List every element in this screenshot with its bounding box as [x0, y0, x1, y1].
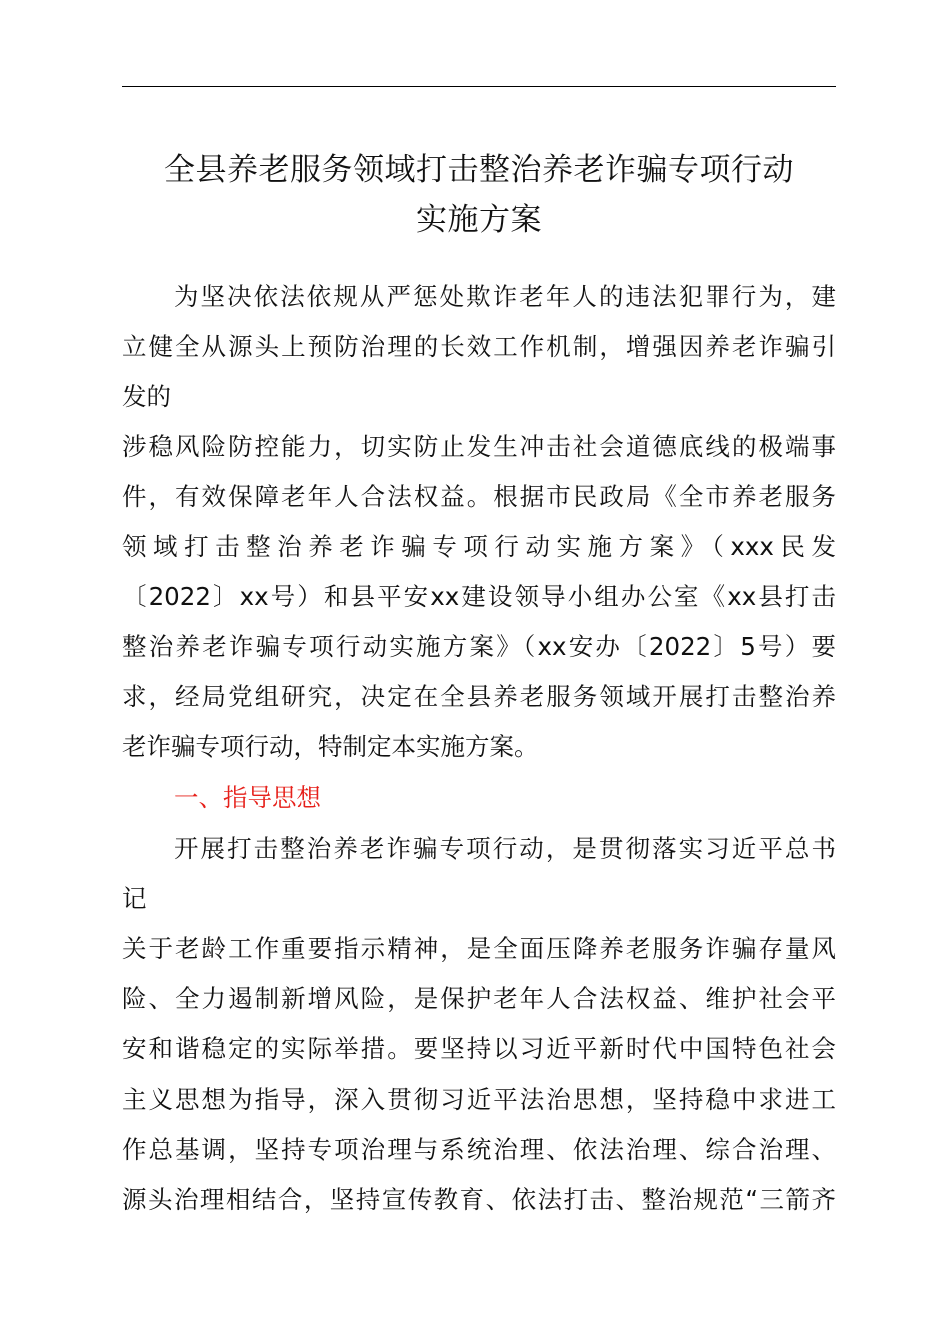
paragraph-line: 涉稳风险防控能力，切实防止发生冲击社会道德底线的极端事	[122, 432, 836, 461]
paragraph-line: 关于老龄工作重要指示精神，是全面压降养老服务诈骗存量风	[122, 934, 836, 963]
paragraph-line: 为坚决依法依规从严惩处欺诈老年人的违法犯罪行为，建	[174, 282, 836, 311]
header-rule	[122, 86, 836, 87]
section-heading: 一、指导思想	[174, 783, 321, 812]
document-title-line-2: 实施方案	[416, 202, 542, 238]
paragraph-line: 主义思想为指导，深入贯彻习近平法治思想，坚持稳中求进工	[122, 1085, 836, 1114]
paragraph-line: 记	[122, 884, 147, 913]
paragraph-line: 开展打击整治养老诈骗专项行动，是贯彻落实习近平总书	[174, 834, 836, 863]
paragraph-line: 件，有效保障老年人合法权益。根据市民政局《全市养老服务	[122, 482, 836, 511]
paragraph-line: 立健全从源头上预防治理的长效工作机制，增强因养老诈骗引	[122, 332, 836, 361]
paragraph-line: 整治养老诈骗专项行动实施方案》（xx安办〔2022〕5号）要	[122, 632, 836, 661]
paragraph-line: 源头治理相结合，坚持宣传教育、依法打击、整治规范“三箭齐	[122, 1185, 836, 1214]
paragraph-line: 求，经局党组研究，决定在全县养老服务领域开展打击整治养	[122, 682, 836, 711]
paragraph-line: 险、全力遏制新增风险，是保护老年人合法权益、维护社会平	[122, 984, 836, 1013]
paragraph-line: 作总基调，坚持专项治理与系统治理、依法治理、综合治理、	[122, 1135, 836, 1164]
paragraph-line: 老诈骗专项行动，特制定本实施方案。	[122, 732, 539, 761]
paragraph-line: 领域打击整治养老诈骗专项行动实施方案》（xxx民发	[122, 532, 836, 561]
paragraph-line: 安和谐稳定的实际举措。要坚持以习近平新时代中国特色社会	[122, 1034, 836, 1063]
document-title-line-1: 全县养老服务领域打击整治养老诈骗专项行动	[164, 152, 794, 188]
paragraph-line: 〔2022〕xx号）和县平安xx建设领导小组办公室《xx县打击	[122, 582, 836, 611]
paragraph-line: 发的	[122, 382, 171, 411]
